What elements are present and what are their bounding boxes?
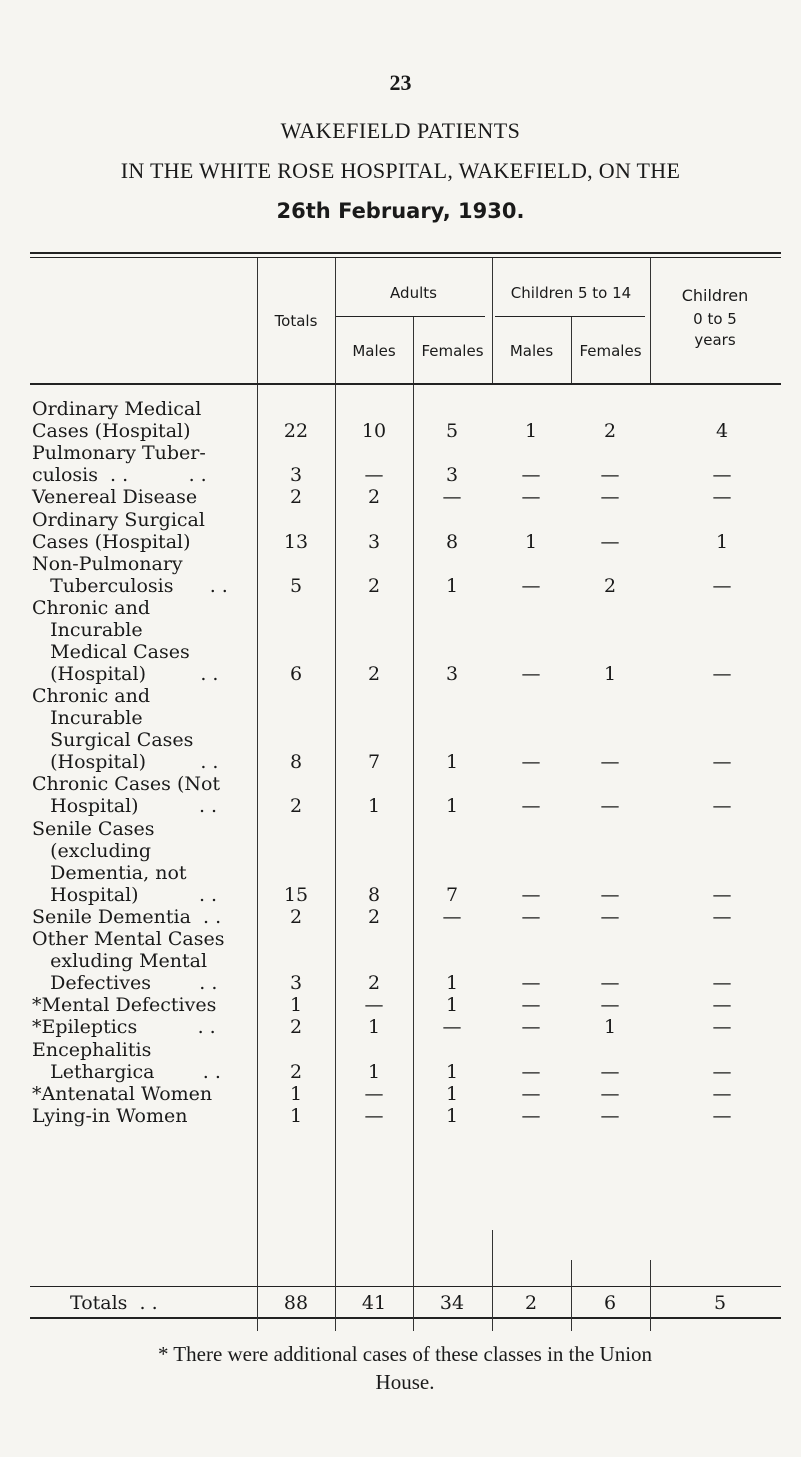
row-value: — xyxy=(521,1105,541,1127)
row-value: 1 xyxy=(715,530,729,553)
row-value: — xyxy=(712,663,732,685)
row-label-line: *Mental Defectives xyxy=(32,994,217,1017)
row-value: 2 xyxy=(289,1016,303,1039)
totals-value: 6 xyxy=(603,1292,617,1314)
row-label-line: Ordinary Surgical xyxy=(32,508,205,531)
totals-value: 34 xyxy=(439,1292,465,1314)
row-value: 1 xyxy=(445,1082,459,1105)
row-value: — xyxy=(521,663,541,685)
totals-top-rule xyxy=(30,1286,781,1287)
row-value: 1 xyxy=(524,530,538,553)
totals-bottom-rule xyxy=(30,1317,781,1319)
row-value: 4 xyxy=(715,420,729,442)
row-value: — xyxy=(600,994,620,1017)
row-value: 3 xyxy=(367,530,381,553)
vline-b-1 xyxy=(257,385,258,1331)
row-value: 1 xyxy=(603,663,617,685)
row-label-line: *Antenatal Women xyxy=(32,1082,213,1105)
row-value: — xyxy=(442,486,462,509)
page-number: 23 xyxy=(389,70,412,95)
row-value: — xyxy=(600,1082,620,1105)
row-label-line: Chronic and xyxy=(32,597,151,619)
row-label-line: Hospital) . . xyxy=(32,795,218,818)
row-value: — xyxy=(712,464,732,487)
row-label-line: Hospital) . . xyxy=(32,883,218,906)
row-value: 5 xyxy=(289,574,303,597)
row-value: — xyxy=(364,464,384,487)
row-value: 1 xyxy=(445,994,459,1017)
footnote-line-2: House. xyxy=(375,1370,435,1394)
row-value: 13 xyxy=(283,530,309,553)
row-value: 2 xyxy=(289,1060,303,1083)
title-line-2: IN THE WHITE ROSE HOSPITAL, WAKEFIELD, ON THE xyxy=(120,158,681,183)
row-label-line: exluding Mental xyxy=(32,950,208,972)
row-value: 5 xyxy=(445,420,459,442)
row-value: — xyxy=(600,972,620,994)
row-value: 7 xyxy=(445,883,459,906)
row-value: — xyxy=(600,751,620,774)
totals-value: 88 xyxy=(283,1292,309,1314)
table-top-rule-2 xyxy=(30,257,781,258)
row-value: — xyxy=(442,1016,462,1039)
row-value: 2 xyxy=(367,486,381,509)
totals-value: 5 xyxy=(713,1292,727,1314)
row-value: — xyxy=(712,972,732,994)
row-value: — xyxy=(521,905,541,928)
row-value: 1 xyxy=(445,1105,459,1127)
row-value: 6 xyxy=(289,663,303,685)
row-value: — xyxy=(521,795,541,818)
row-value: — xyxy=(442,905,462,928)
row-value: 1 xyxy=(445,574,459,597)
row-value: 7 xyxy=(367,751,381,774)
row-value: — xyxy=(521,994,541,1017)
row-value: 2 xyxy=(289,486,303,509)
row-value: — xyxy=(712,1105,732,1127)
row-label-line: Tuberculosis . . xyxy=(32,574,228,597)
header-children-0-5-c: years xyxy=(694,331,736,349)
row-label-line: Dementia, not xyxy=(32,861,187,884)
footnote-line-1: * There were additional cases of these classes in the Union xyxy=(157,1342,653,1366)
row-value: — xyxy=(364,1082,384,1105)
row-value: — xyxy=(364,1105,384,1127)
row-value: — xyxy=(712,905,732,928)
row-label-line: culosis . . . . xyxy=(32,464,207,487)
row-value: 2 xyxy=(603,574,617,597)
header-bottom-rule xyxy=(30,383,781,385)
row-value: 2 xyxy=(367,905,381,928)
row-value: 2 xyxy=(367,972,381,994)
row-value: — xyxy=(712,883,732,906)
row-label-line: *Epileptics . . xyxy=(32,1016,216,1039)
row-value: 2 xyxy=(367,663,381,685)
row-value: — xyxy=(712,1016,732,1039)
row-value: — xyxy=(600,530,620,553)
row-label-line: Cases (Hospital) xyxy=(32,530,191,553)
row-value: 1 xyxy=(367,795,381,818)
row-value: 3 xyxy=(289,972,303,994)
row-value: 1 xyxy=(289,1082,303,1105)
title-line-1: WAKEFIELD PATIENTS xyxy=(280,118,521,143)
row-value: — xyxy=(712,1082,732,1105)
row-value: — xyxy=(712,994,732,1017)
row-value: — xyxy=(712,574,732,597)
row-label-line: Non-Pulmonary xyxy=(32,552,183,575)
row-value: 1 xyxy=(603,1016,617,1039)
header-adult-males: Males xyxy=(352,342,396,360)
row-value: 10 xyxy=(361,420,387,442)
row-label-line: Lying-in Women xyxy=(32,1105,188,1127)
row-value: — xyxy=(600,1105,620,1127)
vline-b-2 xyxy=(335,385,336,1331)
row-value: — xyxy=(712,795,732,818)
row-value: — xyxy=(600,486,620,509)
row-value: 2 xyxy=(289,795,303,818)
subheader-rule-adults xyxy=(335,316,485,317)
header-children-0-5-a: Children xyxy=(681,286,749,305)
totals-value: 2 xyxy=(524,1292,538,1314)
row-value: — xyxy=(600,1060,620,1083)
header-child-males: Males xyxy=(509,342,554,360)
row-value: — xyxy=(600,883,620,906)
row-value: 3 xyxy=(445,464,459,487)
vline-h-4 xyxy=(492,258,493,383)
row-value: 3 xyxy=(289,464,303,487)
row-label-line: Ordinary Medical xyxy=(32,398,202,420)
header-totals: Totals xyxy=(274,312,318,330)
row-value: — xyxy=(521,972,541,994)
row-value: 1 xyxy=(367,1060,381,1083)
row-value: — xyxy=(600,464,620,487)
row-label-line: Pulmonary Tuber- xyxy=(32,442,206,465)
totals-value: 41 xyxy=(361,1292,387,1314)
header-adult-females: Females xyxy=(421,342,484,360)
row-value: — xyxy=(521,574,541,597)
row-label-line: Senile Dementia . . xyxy=(32,905,222,928)
row-label-line: Surgical Cases xyxy=(32,729,194,752)
row-value: 8 xyxy=(445,530,459,553)
row-value: — xyxy=(712,751,732,774)
row-value: — xyxy=(521,883,541,906)
vline-b-3 xyxy=(413,385,414,1331)
header-child-females: Females xyxy=(579,342,642,360)
row-value: — xyxy=(600,795,620,818)
row-label-line: Medical Cases xyxy=(32,641,190,663)
row-value: 1 xyxy=(445,972,459,994)
vline-b-5 xyxy=(571,1260,572,1331)
row-value: 3 xyxy=(445,663,459,685)
row-value: — xyxy=(712,486,732,509)
row-value: 1 xyxy=(445,1060,459,1083)
header-children-0-5-b: 0 to 5 xyxy=(693,310,737,328)
row-value: — xyxy=(521,1016,541,1039)
row-label-line: Defectives . . xyxy=(32,972,218,994)
row-value: — xyxy=(521,1082,541,1105)
footnote xyxy=(30,1340,780,1396)
row-value: 1 xyxy=(445,751,459,774)
title-line-3: 26th February, 1930. xyxy=(276,199,525,223)
row-label-line: Incurable xyxy=(32,619,143,641)
row-label-line: Chronic Cases (Not xyxy=(32,773,221,796)
subheader-rule-children xyxy=(495,316,645,317)
row-value: 8 xyxy=(289,751,303,774)
vline-b-4 xyxy=(492,1230,493,1331)
row-label-line: (Hospital) . . xyxy=(32,751,219,774)
row-value: 1 xyxy=(524,420,538,442)
row-label-line: Chronic and xyxy=(32,685,151,708)
row-label-line: Cases (Hospital) xyxy=(32,420,191,442)
header-adults: Adults xyxy=(390,284,437,302)
row-label-line: Other Mental Cases xyxy=(32,928,225,950)
row-value: — xyxy=(712,1060,732,1083)
row-value: — xyxy=(521,464,541,487)
row-label-line: Incurable xyxy=(32,707,143,730)
row-value: 2 xyxy=(367,574,381,597)
row-value: — xyxy=(600,905,620,928)
row-value: — xyxy=(364,994,384,1017)
row-value: 1 xyxy=(445,795,459,818)
row-label-line: Senile Cases xyxy=(32,817,155,840)
row-value: — xyxy=(521,751,541,774)
table-top-rule xyxy=(30,252,781,254)
row-label-line: Encephalitis xyxy=(32,1038,152,1061)
row-value: 2 xyxy=(289,905,303,928)
row-value: 8 xyxy=(367,883,381,906)
row-value: 15 xyxy=(283,883,309,906)
row-value: 22 xyxy=(283,420,309,442)
row-value: — xyxy=(521,486,541,509)
row-value: — xyxy=(521,1060,541,1083)
vline-b-6 xyxy=(650,1260,651,1331)
row-value: 1 xyxy=(367,1016,381,1039)
row-value: 2 xyxy=(603,420,617,442)
totals-label: Totals . . xyxy=(70,1292,158,1314)
row-label-line: (Hospital) . . xyxy=(32,663,219,685)
row-label-line: Venereal Disease xyxy=(32,486,198,509)
header-children-5-14: Children 5 to 14 xyxy=(510,284,632,302)
row-value: 1 xyxy=(289,994,303,1017)
row-label-line: (excluding xyxy=(32,839,152,862)
row-label-line: Lethargica . . xyxy=(32,1060,221,1083)
vline-h-2 xyxy=(335,258,336,383)
row-value: 1 xyxy=(289,1105,303,1127)
